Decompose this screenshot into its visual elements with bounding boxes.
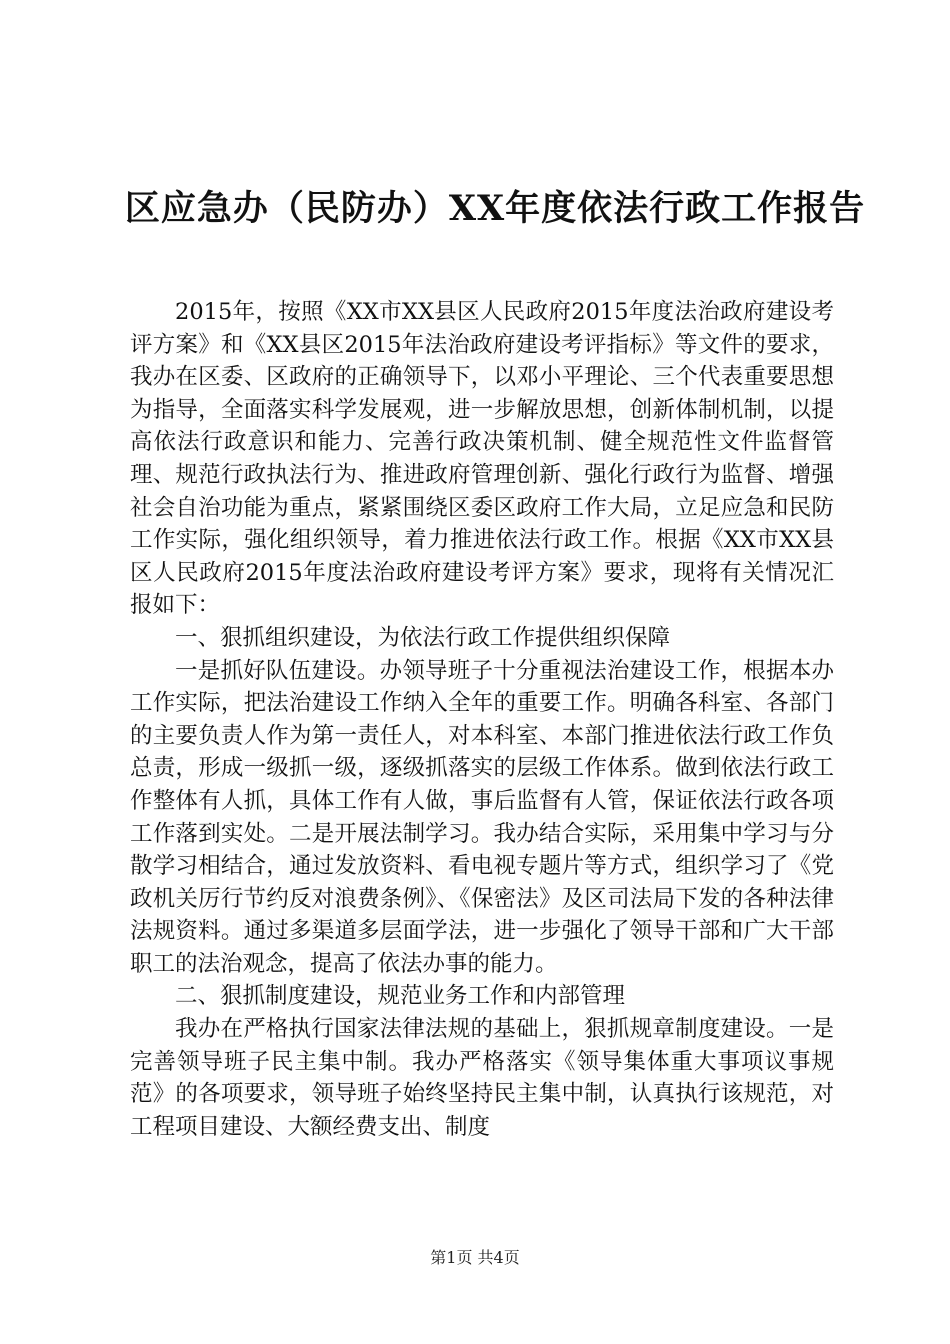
section-2-paragraph: 我办在严格执行国家法律法规的基础上，狠抓规章制度建设。一是完善领导班子民主集中制。我办严格落实《领导集体重大事项议事规范》的各项要求，领导班子始终坚持民主集中制，认真执行该规范，对工程项目建设、大额经费支出、制度 bbox=[130, 1016, 834, 1140]
document-title: 区应急办（民防办）XX年度依法行政工作报告 bbox=[124, 188, 866, 229]
section-heading-1: 一、狠抓组织建设，为依法行政工作提供组织保障 bbox=[175, 624, 671, 651]
document-body bbox=[130, 296, 834, 1143]
section-heading-2: 二、狠抓制度建设，规范业务工作和内部管理 bbox=[175, 983, 626, 1010]
section-1-paragraph: 一是抓好队伍建设。办领导班子十分重视法治建设工作，根据本办工作实际，把法治建设工作纳入全年的重要工作。明确各科室、各部门的主要负责人作为第一责任人，对本科室、本部门推进依法行政工作负总责，形成一级抓一级，逐级抓落实的层级工作体系。做到依法行政工作整体有人抓，具体工作有人做，事后监督有人管，保证依法行政各项工作落到实处。二是开展法制学习。我办结合实际，采用集中学习与分散学习相结合，通过发放资料、看电视专题片等方式，组织学习了《党政机关厉行节约反对浪费条例》、《保密法》及区司法局下发的各种法律法规资料。通过多渠道多层面学法，进一步强化了领导干部和广大干部职工的法治观念，提高了依法办事的能力。 bbox=[130, 657, 834, 977]
page-footer: 第1页 共4页 bbox=[430, 1248, 520, 1267]
intro-paragraph: 2015年，按照《XX市XX县区人民政府2015年度法治政府建设考评方案》和《XX县区2015年法治政府建设考评指标》等文件的要求，我办在区委、区政府的正确领导下，以邓小平理论、三个代表重要思想为指导，全面落实科学发展观，进一步解放思想，创新体制机制，以提高依法行政意识和能力、完善行政决策机制、健全规范性文件监督管理、规范行政执法行为、推进政府管理创新、强化行政行为监督、增强社会自治功能为重点，紧紧围绕区委区政府工作大局，立足应急和民防工作实际，强化组织领导，着力推进依法行政工作。根据《XX市XX县区人民政府2015年度法治政府建设考评方案》要求，现将有关情况汇报如下： bbox=[130, 299, 834, 619]
